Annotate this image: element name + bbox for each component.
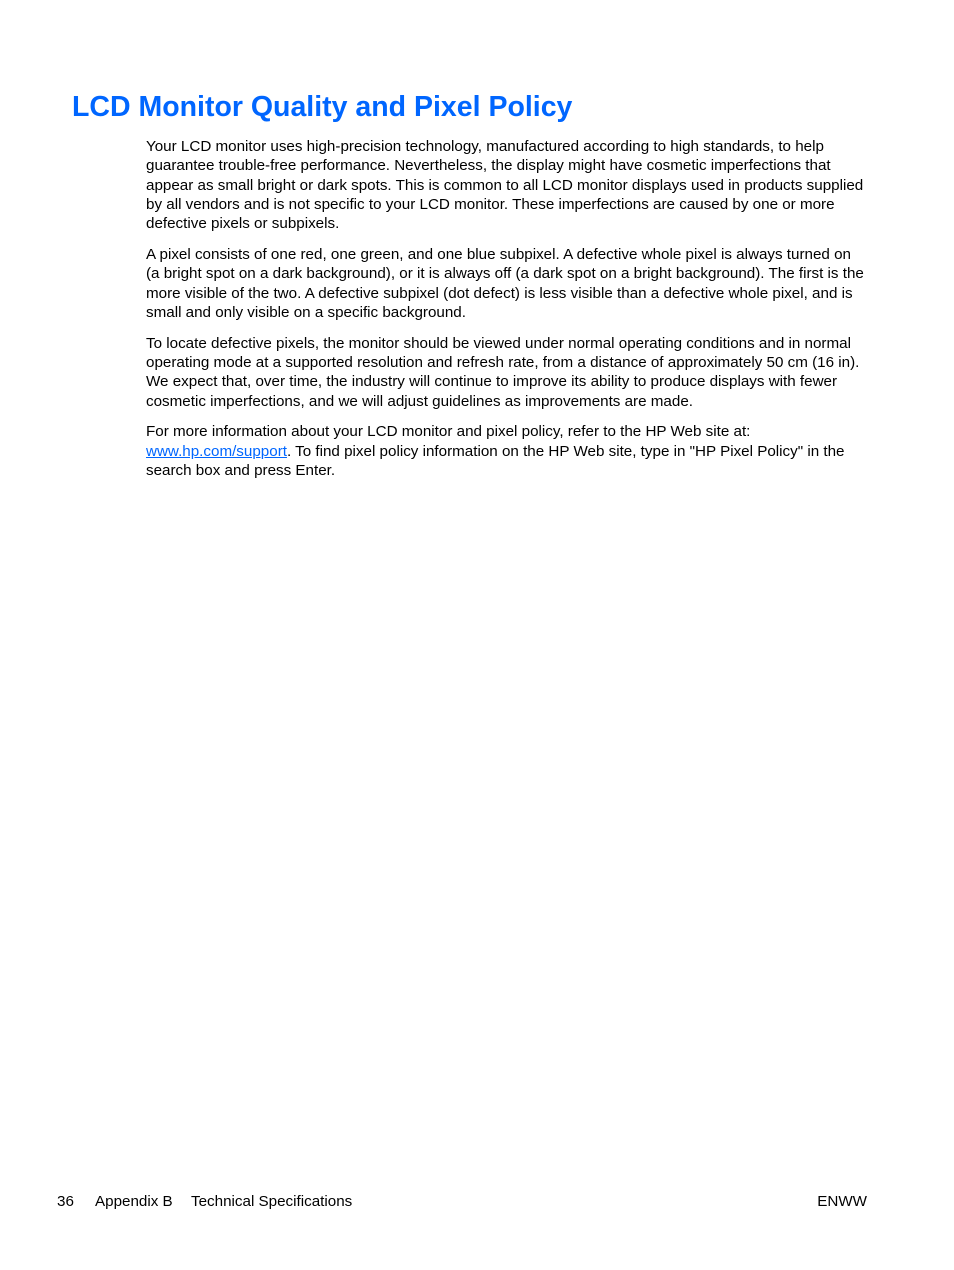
footer-right: ENWW — [817, 1193, 867, 1210]
footer-section: Technical Specifications — [191, 1193, 353, 1210]
paragraph-locating-defects: To locate defective pixels, the monitor should be viewed under normal operating conditions and in normal operating mode at a supported resolution and refresh rate, from a distance of approximately 50 cm (16 in). We expect that, over time, the industry will continue to improve its ability to produce displays with fewer cosmetic imperfections, and we will adjust guidelines as improvements are made. — [146, 334, 860, 410]
page-number: 36 — [57, 1193, 74, 1210]
paragraph-intro: Your LCD monitor uses high-precision technology, manufactured according to high standards, to help guarantee trouble-free performance. Nevertheless, the display might have cosmetic imperfections that appear as small bright or dark spots. This is common to all LCD monitor displays used in products supplied by all vendors and is not specific to your LCD monitor. These imperfections are caused by one or more defective pixels or subpixels. — [146, 138, 864, 233]
paragraph-pixel-definition: A pixel consists of one red, one green, and one blue subpixel. A defective whole pixel is always turned on (a bright spot on a dark background), or it is always off (a dark spot on a bright background). The first is the more visible of the two. A defective subpixel (dot defect) is less visible than a defective whole pixel, and is small and only visible on a specific background. — [146, 245, 864, 321]
more-info-intro: For more information about your LCD monitor and pixel policy, refer to the HP Web site at: — [146, 423, 751, 441]
more-info-outro: . To find pixel policy information on the HP Web site, type in "HP Pixel Policy" in the search box and press Enter. — [146, 442, 845, 479]
paragraph-more-info — [146, 422, 868, 480]
footer-left — [57, 1192, 352, 1211]
page-title: LCD Monitor Quality and Pixel Policy — [72, 91, 573, 123]
footer-appendix: Appendix B — [95, 1193, 173, 1210]
hp-support-link[interactable]: www.hp.com/support — [146, 442, 287, 460]
document-body — [146, 137, 868, 492]
